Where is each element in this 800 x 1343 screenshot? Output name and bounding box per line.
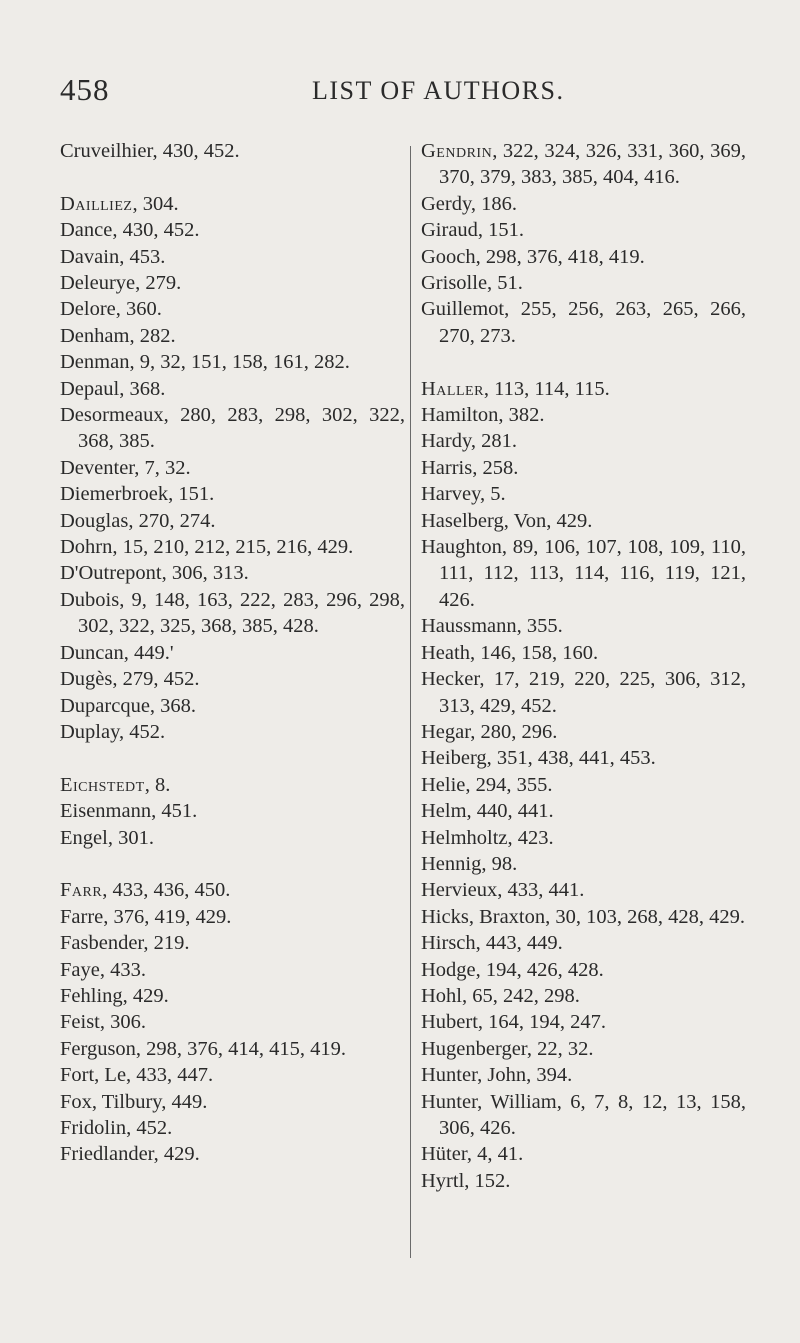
index-entry: Hardy, 281.	[421, 430, 518, 453]
index-entry: Fox, Tilbury, 449.	[60, 1090, 208, 1113]
index-entry: Grisolle, 51.	[421, 272, 523, 295]
index-entry: Hervieux, 433, 441.	[421, 879, 585, 902]
index-entry: Duncan, 449.'	[60, 641, 174, 664]
index-entry: Haselberg, Von, 429.	[421, 509, 593, 532]
index-entry: Haller, 113, 114, 115.	[421, 377, 610, 400]
index-entry: Gooch, 298, 376, 418, 419.	[421, 245, 645, 268]
index-entry: Eisenmann, 451.	[60, 800, 198, 823]
index-entry: Heath, 146, 158, 160.	[421, 641, 599, 664]
index-column-left	[60, 138, 405, 1194]
index-entry: Fasbender, 219.	[60, 932, 190, 955]
index-entry: Farr, 433, 436, 450.	[60, 879, 231, 902]
index-letter-group	[60, 772, 405, 851]
index-entry: Hunter, John, 394.	[421, 1064, 573, 1087]
index-entry: Hugenberger, 22, 32.	[421, 1037, 594, 1060]
index-entry: Hennig, 98.	[421, 852, 518, 875]
column-divider	[410, 146, 411, 1258]
index-entry: Dance, 430, 452.	[60, 219, 200, 242]
index-entry: Hohl, 65, 242, 298.	[421, 984, 580, 1007]
index-letter-group	[421, 376, 746, 1195]
index-entry: Haughton, 89, 106, 107, 108, 109, 110, 111, 112, 113, 114, 116, 119, 121, 426.	[421, 536, 746, 611]
index-entry: Douglas, 270, 274.	[60, 509, 216, 532]
index-entry: Faye, 433.	[60, 958, 146, 981]
index-entry: Fort, Le, 433, 447.	[60, 1064, 214, 1087]
index-entry: Hunter, William, 6, 7, 8, 12, 13, 158, 306, 426.	[421, 1090, 746, 1140]
index-entry: Farre, 376, 419, 429.	[60, 905, 232, 928]
index-entry: Duparcque, 368.	[60, 694, 197, 717]
index-entry: Harris, 258.	[421, 456, 519, 479]
index-entry: Duplay, 452.	[60, 720, 166, 743]
index-entry: Friedlander, 429.	[60, 1143, 200, 1166]
index-letter-group	[421, 138, 746, 349]
index-entry: Desormeaux, 280, 283, 298, 302, 322, 368, 385.	[60, 404, 405, 453]
index-entry: Haussmann, 355.	[421, 615, 563, 638]
index-entry: Hodge, 194, 426, 428.	[421, 958, 604, 981]
index-column-right	[421, 138, 746, 1221]
index-entry: Hüter, 4, 41.	[421, 1143, 524, 1166]
index-entry: Hecker, 17, 219, 220, 225, 306, 312, 313, 429, 452.	[421, 668, 746, 717]
index-letter-group	[60, 191, 405, 746]
index-entry: Davain, 453.	[60, 245, 166, 268]
index-entry: Depaul, 368.	[60, 377, 166, 400]
index-entry: Engel, 301.	[60, 826, 154, 849]
index-entry: Hyrtl, 152.	[421, 1169, 511, 1192]
index-entry: Denman, 9, 32, 151, 158, 161, 282.	[60, 351, 350, 374]
page-number: 458	[60, 72, 110, 107]
index-entry: Eichstedt, 8.	[60, 773, 171, 796]
index-entry: Dailliez, 304.	[60, 192, 179, 215]
running-head: LIST OF AUTHORS.	[312, 76, 565, 105]
index-entry: Deventer, 7, 32.	[60, 456, 191, 479]
index-entry: Delore, 360.	[60, 298, 162, 321]
index-entry: Hicks, Braxton, 30, 103, 268, 428, 429.	[421, 905, 745, 928]
index-entry: Fehling, 429.	[60, 984, 169, 1007]
index-entry: Denham, 282.	[60, 324, 176, 347]
index-entry: Cruveilhier, 430, 452.	[60, 140, 240, 162]
index-entry: Helm, 440, 441.	[421, 800, 554, 823]
index-entry: Helmholtz, 423.	[421, 826, 554, 849]
index-entry: Gerdy, 186.	[421, 192, 518, 215]
index-entry: Dubois, 9, 148, 163, 222, 283, 296, 298, 302, 322, 325, 368, 385, 428.	[60, 588, 405, 638]
index-entry: Heiberg, 351, 438, 441, 453.	[421, 747, 656, 770]
index-entry: Feist, 306.	[60, 1011, 146, 1034]
index-letter-group	[60, 877, 405, 1167]
index-entry: Dugès, 279, 452.	[60, 668, 200, 691]
index-entry: Helie, 294, 355.	[421, 773, 553, 796]
index-entry: Gendrin, 322, 324, 326, 331, 360, 369, 370, 379, 383, 385, 404, 416.	[421, 140, 746, 189]
index-letter-group	[60, 138, 405, 164]
index-entry: Ferguson, 298, 376, 414, 415, 419.	[60, 1037, 347, 1060]
index-entry: Hegar, 280, 296.	[421, 720, 558, 743]
index-entry: Giraud, 151.	[421, 219, 525, 242]
index-entry: D'Outrepont, 306, 313.	[60, 562, 249, 585]
index-entry: Deleurye, 279.	[60, 272, 182, 295]
index-entry: Harvey, 5.	[421, 483, 506, 506]
index-entry: Diemerbroek, 151.	[60, 483, 215, 506]
index-entry: Fridolin, 452.	[60, 1116, 173, 1139]
index-entry: Hirsch, 443, 449.	[421, 932, 563, 955]
index-entry: Hubert, 164, 194, 247.	[421, 1011, 607, 1034]
index-entry: Hamilton, 382.	[421, 404, 545, 427]
index-entry: Guillemot, 255, 256, 263, 265, 266, 270, 273.	[421, 298, 746, 347]
index-entry: Dohrn, 15, 210, 212, 215, 216, 429.	[60, 536, 354, 559]
